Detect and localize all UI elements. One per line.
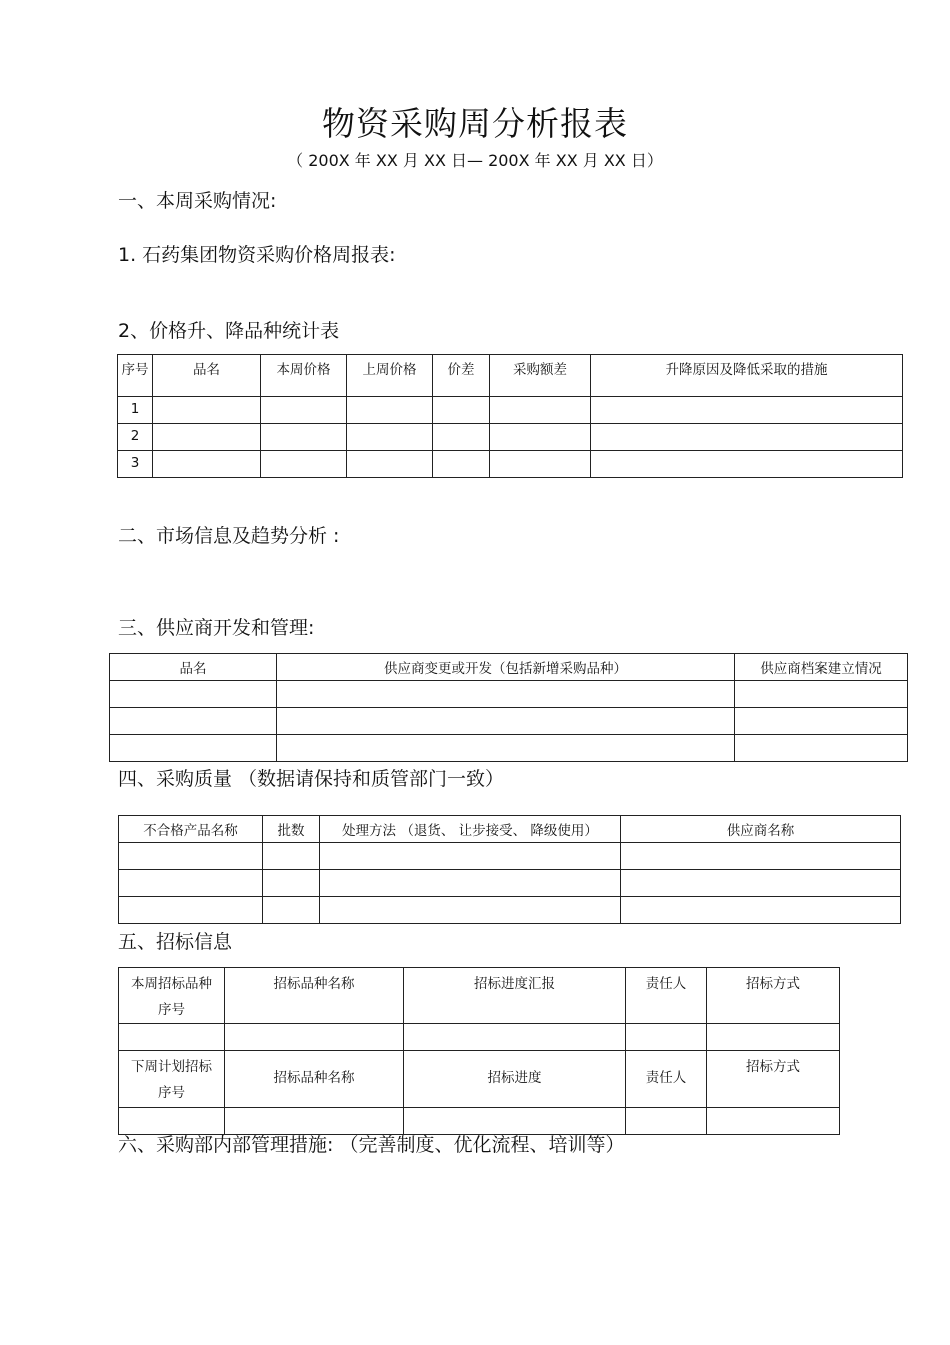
header-this-week-price: 本周价格: [261, 355, 347, 397]
header-price-diff: 价差: [433, 355, 490, 397]
header-batch-count: 批数: [263, 816, 320, 843]
header-amount-diff: 采购额差: [490, 355, 591, 397]
header-bid-method: 招标方式: [707, 968, 840, 1024]
header-responsible-person: 责任人: [626, 1051, 707, 1107]
table-row: [118, 397, 903, 424]
header-bid-item-name: 招标品种名称: [225, 968, 404, 1024]
header-item-name: 品名: [110, 654, 277, 681]
section-purchase-quality: 四、采购质量 （数据请保持和质管部门一致）: [118, 768, 505, 790]
section-market-info: 二、市场信息及趋势分析 :: [118, 525, 340, 547]
table-row: [110, 735, 908, 762]
table-row: [119, 870, 901, 897]
date-range: （ 200X 年 XX 月 XX 日— 200X 年 XX 月 XX 日）: [287, 151, 663, 170]
table-row: [110, 681, 908, 708]
header-supplier-name: 供应商名称: [621, 816, 901, 843]
header-reason-measures: 升降原因及降低采取的措施: [591, 355, 903, 397]
row-seq: 2: [118, 424, 153, 451]
header-this-week-bid-seq: 本周招标品种序号: [119, 968, 225, 1024]
quality-table: [118, 815, 901, 924]
section-supplier-management: 三、供应商开发和管理:: [118, 617, 315, 639]
section-internal-management: 六、采购部内部管理措施: （完善制度、优化流程、培训等）: [118, 1134, 625, 1156]
table-row: [119, 1024, 840, 1051]
report-title: 物资采购周分析报表: [322, 104, 628, 143]
section-bidding-info: 五、招标信息: [118, 931, 233, 953]
header-next-week-bid-seq: 下周计划招标序号: [119, 1051, 225, 1107]
header-supplier-archive: 供应商档案建立情况: [735, 654, 908, 681]
section-price-change-table: 2、价格升、降品种统计表: [118, 320, 340, 342]
table-row: [110, 708, 908, 735]
supplier-table: [109, 653, 908, 762]
bidding-table: [118, 967, 840, 1135]
row-seq: 1: [118, 397, 153, 424]
row-seq: 3: [118, 451, 153, 478]
header-item-name: 品名: [153, 355, 261, 397]
header-seq: 序号: [118, 355, 153, 397]
header-responsible-person: 责任人: [626, 968, 707, 1024]
table-row: [118, 451, 903, 478]
header-bid-progress-report: 招标进度汇报: [404, 968, 626, 1024]
price-change-table: [117, 354, 903, 478]
header-handling-method: 处理方法 （退货、 让步接受、 降级使用）: [320, 816, 621, 843]
header-supplier-change: 供应商变更或开发（包括新增采购品种）: [277, 654, 735, 681]
header-bid-method: 招标方式: [707, 1051, 840, 1107]
header-last-week-price: 上周价格: [347, 355, 433, 397]
section-weekly-purchase: 一、本周采购情况:: [118, 190, 277, 212]
table-row: [119, 897, 901, 924]
table-row: [118, 424, 903, 451]
header-bid-item-name: 招标品种名称: [225, 1051, 404, 1107]
header-bid-progress: 招标进度: [404, 1051, 626, 1107]
header-defective-product: 不合格产品名称: [119, 816, 263, 843]
table-row: [119, 843, 901, 870]
section-price-weekly-report: 1. 石药集团物资采购价格周报表:: [118, 244, 396, 266]
